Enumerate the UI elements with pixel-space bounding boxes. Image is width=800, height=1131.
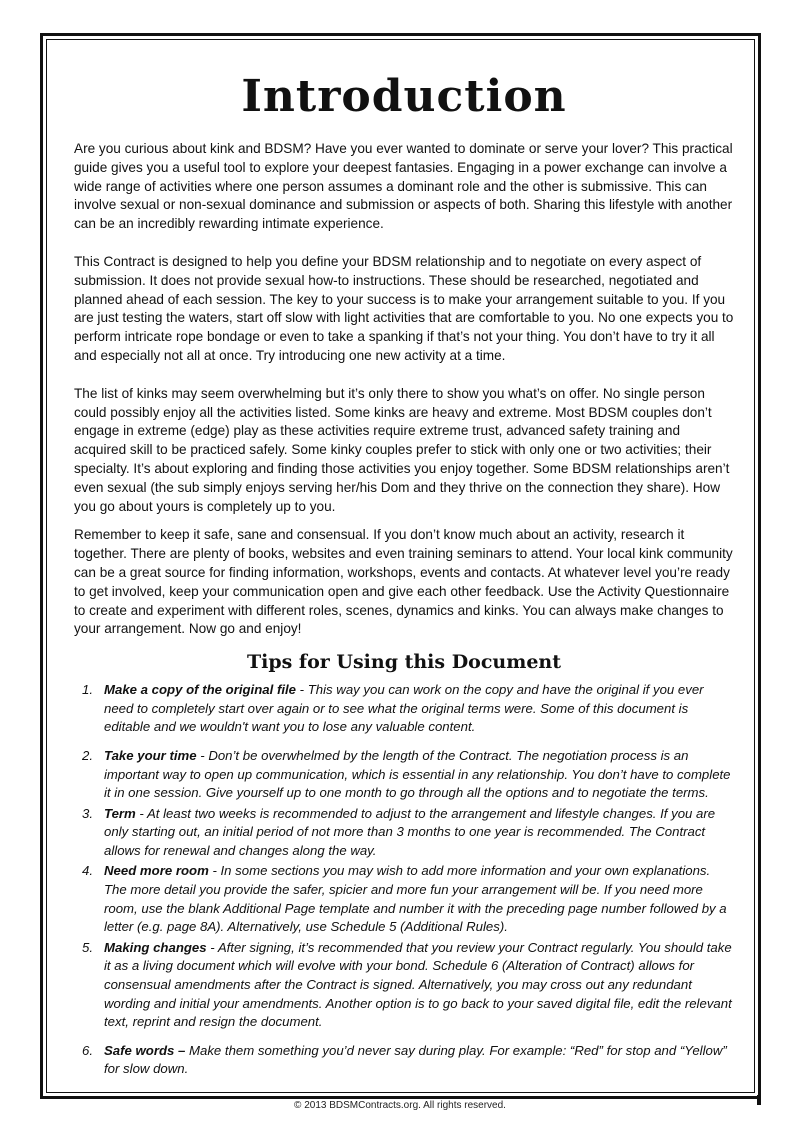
intro-paragraph-1: Are you curious about kink and BDSM? Have you ever wanted to dominate or serve your lover? This practical guide gives you a useful tool to explore your deepest fantasies. Engaging in a power exchange can involve a wide range of activities where one person assumes a dominant role and the other is submissive. This can involve sexual or non-sexual dominance and submission or aspects of both. Sharing this lifestyle with another can be an incredibly rewarding intimate experience. [74, 141, 733, 232]
tip-text: - Don’t be overwhelmed by the length of the Contract. The negotiation process is an important way to open up communication, which is essential in any relationship. You don’t have to complete it in one session. Give yourself up to one month to go through all the options and to negotiate the terms. [104, 747, 731, 801]
tip-number: 3. [82, 805, 93, 821]
tip-lead: Safe words – [104, 1042, 186, 1058]
tip-lead: Term [104, 805, 136, 821]
tip-item-1 [74, 681, 734, 737]
copyright-footer: © 2013 BDSMContracts.org. All rights reserved. [294, 1100, 506, 1111]
tip-number: 4. [82, 863, 93, 879]
tip-number: 6. [82, 1042, 93, 1058]
tip-number: 5. [82, 939, 93, 955]
tip-item-5 [74, 939, 734, 1032]
tip-number: 1. [82, 682, 93, 698]
intro-paragraph-2: This Contract is designed to help you define your BDSM relationship and to negotiate on every aspect of submission. It does not provide sexual how-to instructions. These should be researched, negotiated and planned ahead of each session. The key to your success is to make your arrangement suitable to you. If you are just testing the waters, start off slow with light activities that are comfortable to you. No one expects you to perform intricate rope bondage or even to take a spanking if that’s not your thing. You don’t have to try it all and especially not all at once. Try introducing one new activity at a time. [74, 253, 734, 363]
page-title: Introduction [241, 71, 567, 122]
tip-lead: Take your time [104, 747, 197, 763]
tip-text: - In some sections you may wish to add more information and your own explanations. The more detail you provide the safer, spicier and more fun your arrangement will be. If you need more room, use the blank Additional Page template and number it with the preceding page number followed by a letter (e.g. page 8A). Alternatively, use Schedule 5 (Additional Rules). [104, 863, 727, 935]
tip-text: Make them something you’d never say during play. For example: “Red” for stop and “Yellow” for slow down. [104, 1042, 727, 1077]
tip-number: 2. [82, 747, 93, 763]
tip-lead: Making changes [104, 939, 207, 955]
tip-item-6 [74, 1042, 734, 1079]
intro-paragraph-4: Remember to keep it safe, sane and consensual. If you don’t know much about an activity, research it together. There are plenty of books, websites and even training seminars to attend. Your local kink community can be a great source for finding information, workshops, events and contacts. At whatever level you’re ready to get involved, keep your communication open and give each other feedback. Use the Activity Questionnaire to create and experiment with different roles, scenes, dynamics and kinks. You can always make changes to your arrangement. Now go and enjoy! [74, 527, 733, 637]
tips-heading: Tips for Using this Document [246, 651, 562, 674]
tip-item-2 [74, 747, 734, 803]
tip-text: - At least two weeks is recommended to adjust to the arrangement and lifestyle changes. If you are only starting out, an initial period of not more than 3 months to one year is recommended. The Contract allows for renewal and changes along the way. [104, 805, 716, 858]
tip-text: - After signing, it’s recommended that you review your Contract regularly. You should take it as a living document which will evolve with your bond. Schedule 6 (Alteration of Contract) allows for consensual amendments after the Contract is signed. Alternatively, you may cross out any redundant wording and initial your amendments. Another option is to go back to your saved digital file, edit the relevant text, reprint and resign the document. [104, 939, 732, 1030]
tip-text: - This way you can work on the copy and have the original if you ever need to completely start over again or to see what the original terms were. Some of this document is editable and we wouldn't want you to lose any valuable content. [104, 682, 704, 735]
tips-list [74, 681, 734, 1079]
tip-lead: Need more room [104, 863, 209, 879]
document-body [74, 62, 734, 1081]
tip-item-4 [74, 862, 734, 936]
tip-item-3 [74, 805, 734, 861]
intro-paragraph-3: The list of kinks may seem overwhelming but it’s only there to show you what’s on offer. No single person could possibly enjoy all the activities listed. Some kinks are heavy and extreme. Most BDSM couples don’t engage in extreme (edge) play as these activities require extreme trust, advanced safety training and acquired skill to be practiced safely. Some kinky couples prefer to stick with only one or two activities; their specialty. It’s about exploring and finding those activities you enjoy together. Some BDSM relationships aren’t even sexual (the sub simply enjoys serving her/his Dom and they thrive on the connection they share). How you go about yours is completely up to you. [74, 385, 730, 514]
tip-lead: Make a copy of the original file [104, 682, 296, 698]
